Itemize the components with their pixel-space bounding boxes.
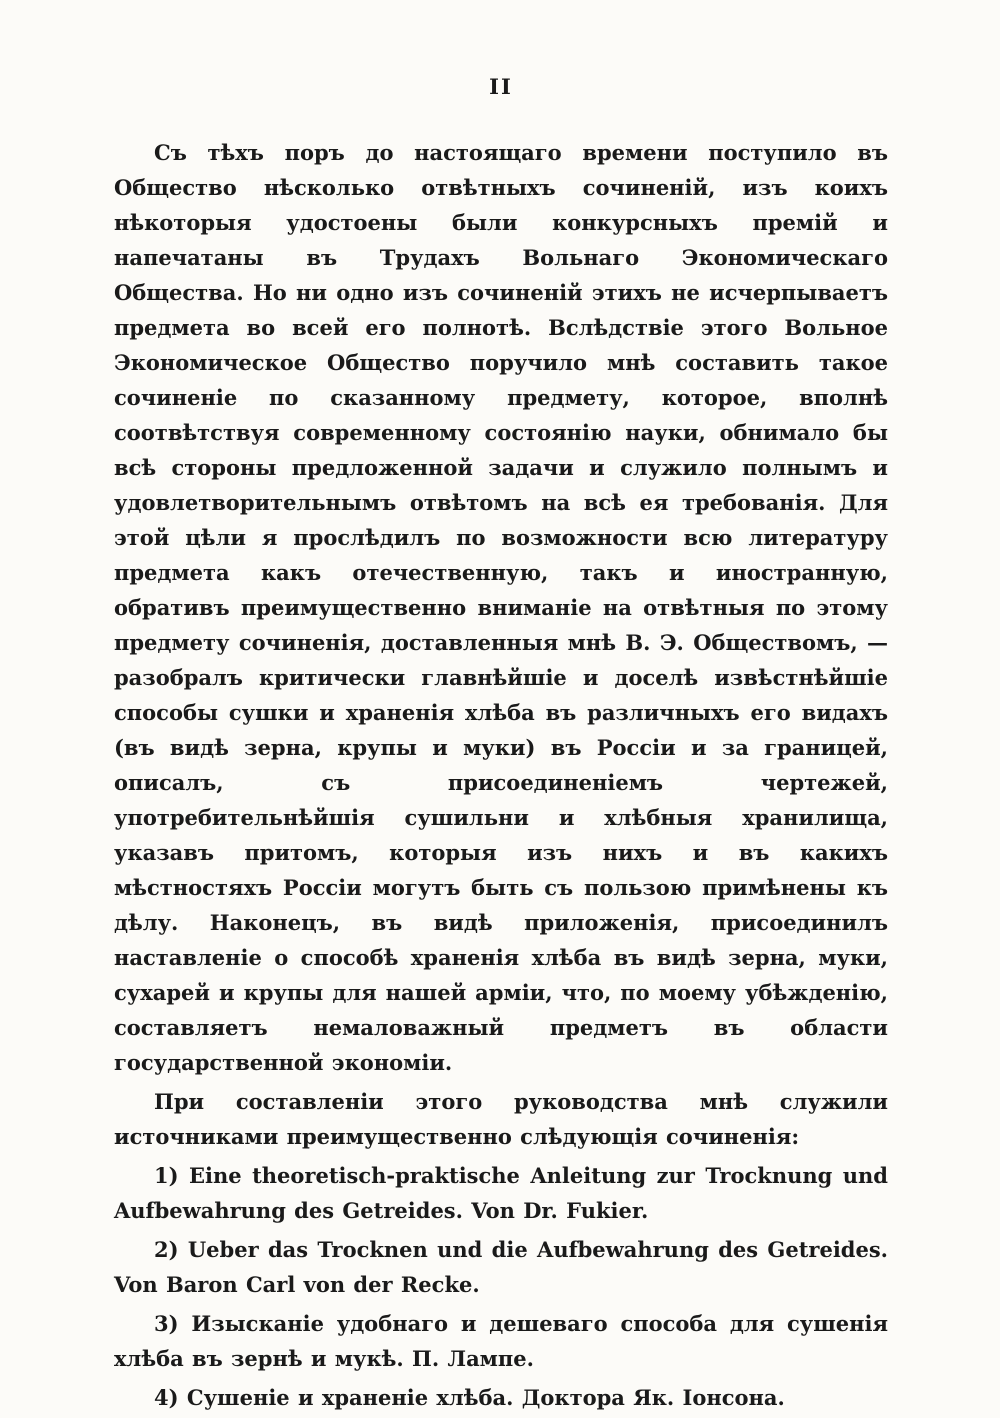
source-item-3: 3) Изысканіе удобнаго и дешеваго способа для сушенія хлѣба въ зернѣ и мукѣ. П. Лампе. bbox=[114, 1311, 888, 1371]
sources-intro-paragraph: При составленіи этого руководства мнѣ служили источниками преимущественно слѣдующія сочиненія: bbox=[114, 1089, 888, 1149]
page-number: II bbox=[489, 74, 513, 99]
source-item-1: 1) Eine theoretisch-praktische Anleitung zur Trocknung und Aufbewahrung des Getreides. Von Dr. Fukier. bbox=[114, 1163, 888, 1223]
source-item-4: 4) Сушеніе и храненіе хлѣба. Доктора Як. Іонсона. bbox=[154, 1385, 785, 1410]
source-item-2: 2) Ueber das Trocknen und die Aufbewahrung des Getreides. Von Baron Carl von der Recke. bbox=[114, 1237, 888, 1297]
intro-paragraph: Съ тѣхъ поръ до настоящаго времени поступило въ Общество нѣсколько отвѣтныхъ сочиненій, изъ коихъ нѣкоторыя удостоены были конкурсныхъ премій и напечатаны въ Трудахъ Вольнаго Экономическаго Общества. Но ни одно изъ сочиненій этихъ не исчерпываетъ предмета во всей его полнотѣ. Вслѣдствіе этого Вольное Экономическое Общество поручило мнѣ составить такое сочиненіе по сказанному предмету, которое, вполнѣ соотвѣтствуя современному состоянію науки, обнимало бы всѣ стороны предложенной задачи и служило полнымъ и удовлетворительнымъ отвѣтомъ на всѣ ея требованія. Для этой цѣли я прослѣдилъ по возможности всю литературу предмета какъ отечественную, такъ и иностранную, обративъ преимущественно вниманіе на отвѣтныя по этому предмету сочиненія, доставленныя мнѣ В. Э. Обществомъ, — разобралъ критически главнѣйшіе и доселѣ извѣстнѣйшіе способы сушки и храненія хлѣба въ различныхъ его видахъ (въ видѣ зерна, крупы и муки) въ Россіи и за границей, описалъ, съ присоединеніемъ чертежей, употребительнѣйшія сушильни и хлѣбныя хранилища, указавъ притомъ, которыя изъ нихъ и въ какихъ мѣстностяхъ Россіи могутъ быть съ пользою примѣнены къ дѣлу. Наконецъ, въ видѣ приложенія, присоединилъ наставленіе о способѣ храненія хлѣба въ видѣ зерна, муки, сухарей и крупы для нашей арміи, что, по моему убѣжденію, составляетъ немаловажный предметъ въ области государственной экономіи. bbox=[114, 140, 888, 1075]
